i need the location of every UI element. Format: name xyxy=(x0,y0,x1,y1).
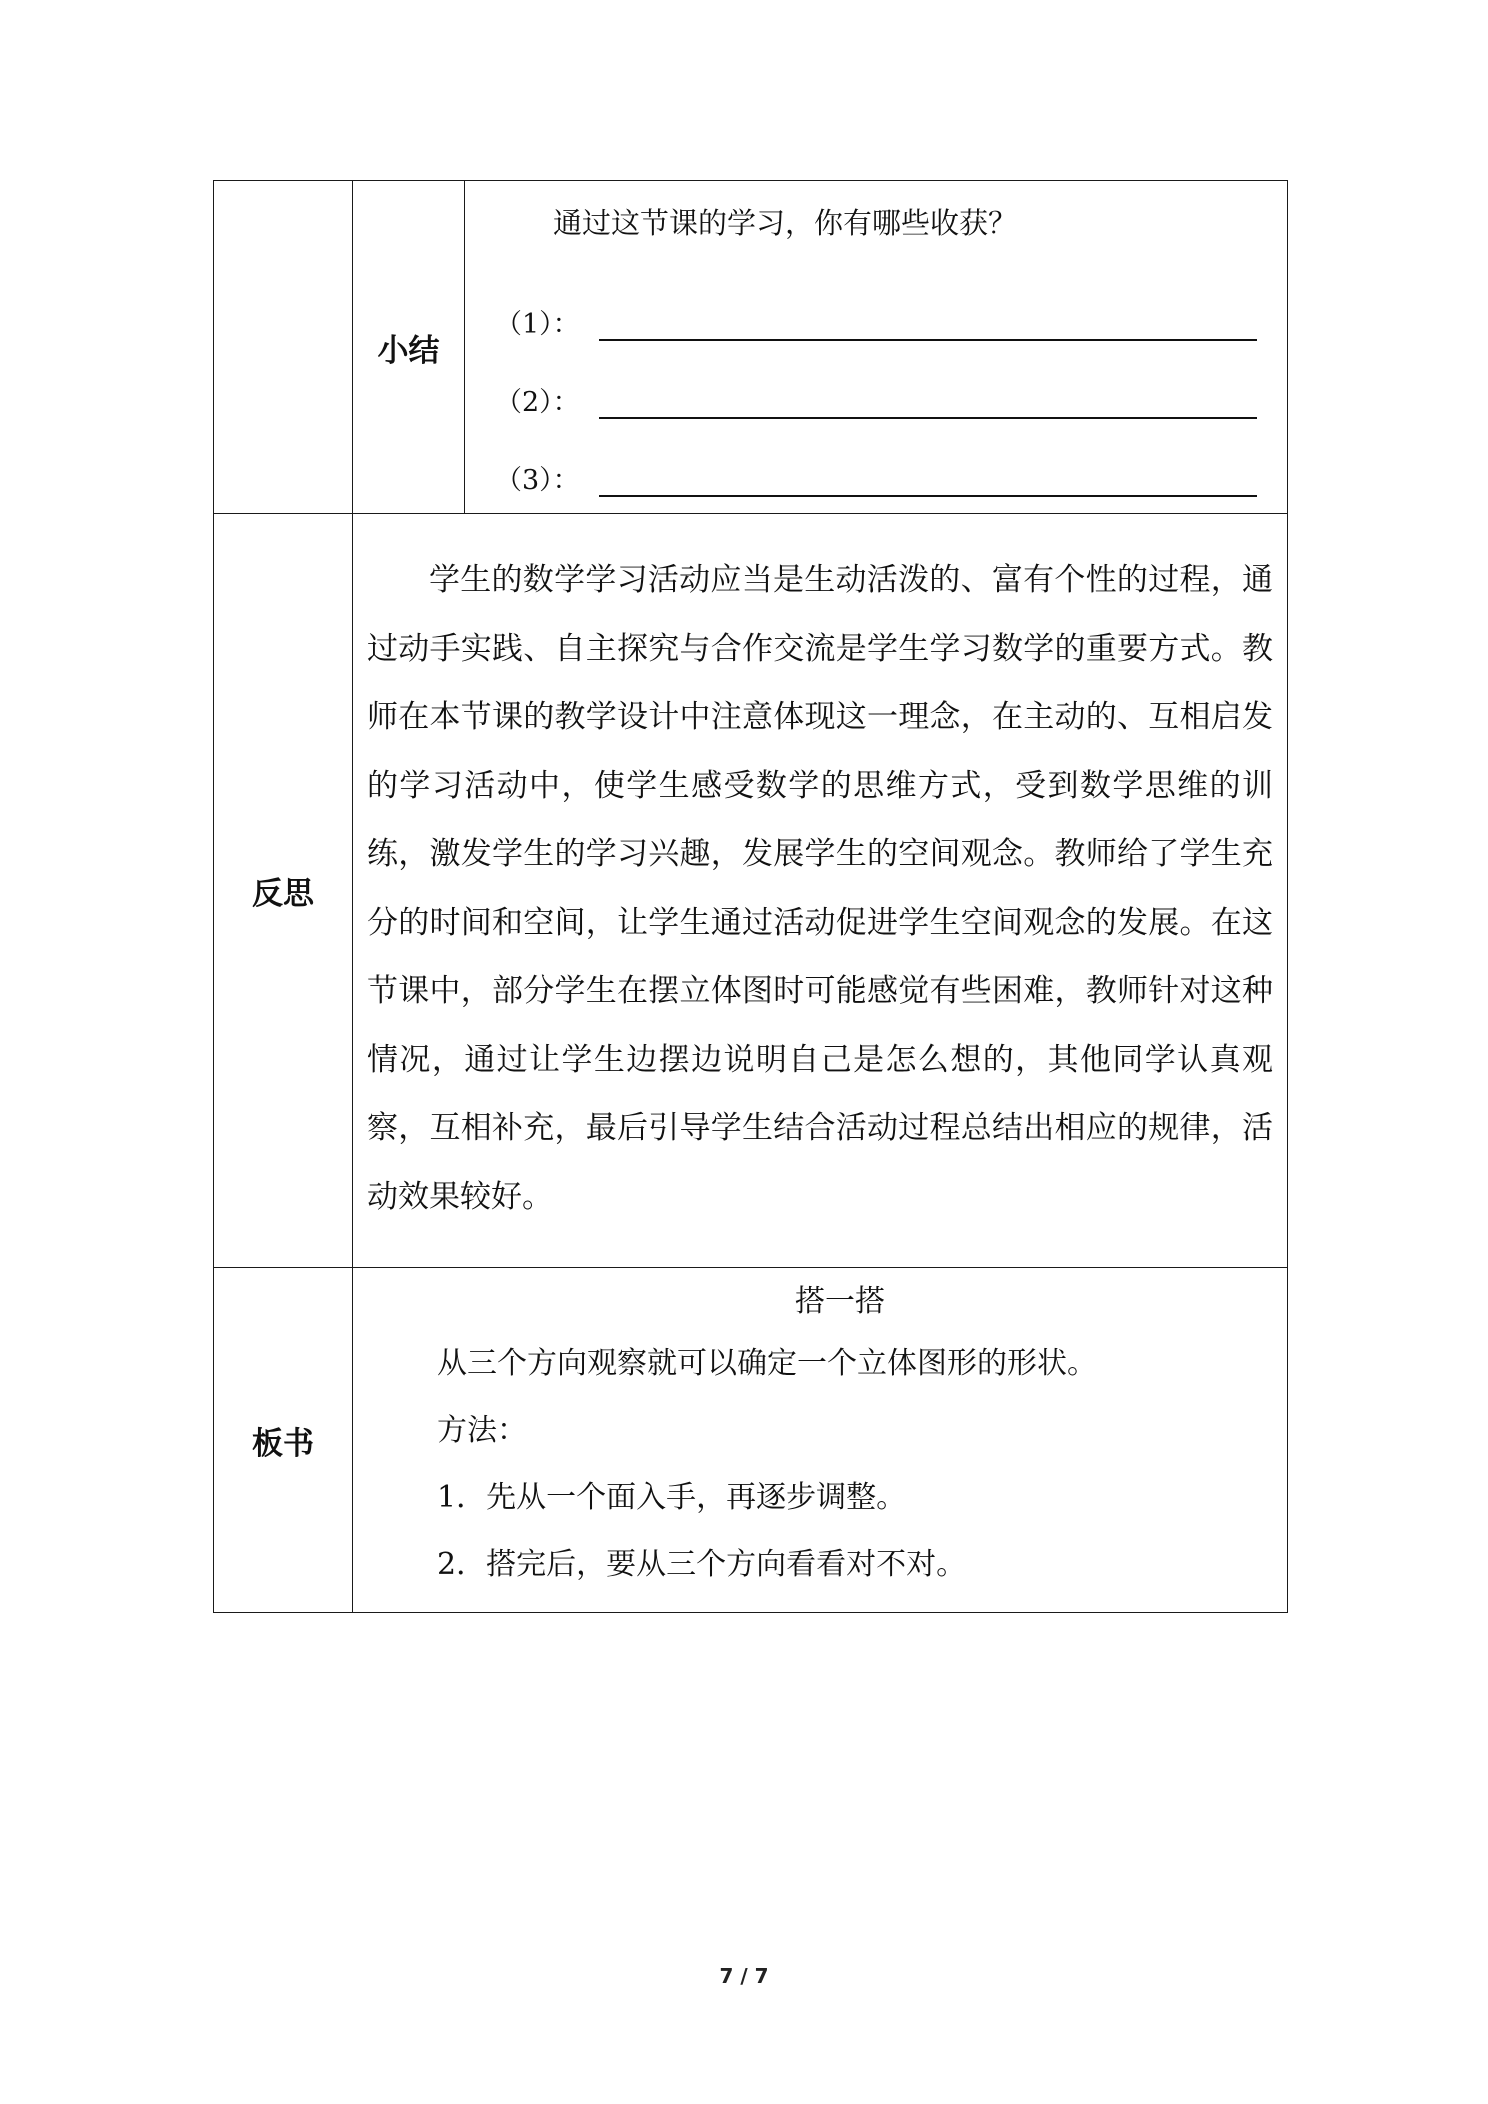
reflection-text: 学生的数学学习活动应当是生动活泼的、富有个性的过程，通过动手实践、自主探究与合作交流是学生学习数学的重要方式。教师在本节课的教学设计中注意体现这一理念，在主动的、互相启发的学习活动中，使学生感受数学的思维方式，受到数学思维的训练，激发学生的学习兴趣，发展学生的空间观念。教师给了学生充分的时间和空间，让学生通过活动促进学生空间观念的发展。在这节课中，部分学生在摆立体图时可能感觉有些困难，教师针对这种情况，通过让学生边摆边说明自己是怎么想的，其他同学认真观察，互相补充，最后引导学生结合活动过程总结出相应的规律，活动效果较好。 xyxy=(367,562,1273,1215)
board-content-cell xyxy=(353,1268,1288,1613)
board-row xyxy=(214,1268,1288,1613)
summary-item-3 xyxy=(495,421,1257,499)
summary-label: 小结 xyxy=(353,181,465,514)
board-line-3: 1．先从一个面入手，再逐步调整。 xyxy=(437,1480,907,1515)
summary-content-cell xyxy=(465,181,1288,514)
summary-item-1 xyxy=(495,265,1257,343)
summary-outer-cell xyxy=(214,181,353,514)
board-line-1: 从三个方向观察就可以确定一个立体图形的形状。 xyxy=(437,1346,1097,1381)
answer-blank-line xyxy=(599,465,1257,497)
answer-blank-line xyxy=(599,309,1257,341)
summary-content xyxy=(465,181,1287,513)
summary-item-2 xyxy=(495,343,1257,421)
reflection-row xyxy=(214,514,1288,1268)
board-content xyxy=(353,1268,1287,1612)
answer-blank-line xyxy=(599,387,1257,419)
board-label: 板书 xyxy=(214,1268,353,1613)
lesson-plan-table xyxy=(213,180,1288,1613)
page-number: 7 / 7 xyxy=(719,1964,769,1988)
summary-row xyxy=(214,181,1288,514)
summary-item-number: （2）： xyxy=(495,387,580,418)
board-line-2: 方法： xyxy=(437,1413,527,1448)
summary-prompt: 通过这节课的学习，你有哪些收获？ xyxy=(553,206,1018,240)
reflection-label: 反思 xyxy=(214,514,353,1268)
summary-item-number: （1）： xyxy=(495,309,580,340)
board-line-4: 2．搭完后，要从三个方向看看对不对。 xyxy=(437,1547,967,1582)
reflection-content-cell xyxy=(353,514,1288,1268)
summary-item-number: （3）： xyxy=(495,465,580,496)
board-title: 搭一搭 xyxy=(795,1284,885,1319)
